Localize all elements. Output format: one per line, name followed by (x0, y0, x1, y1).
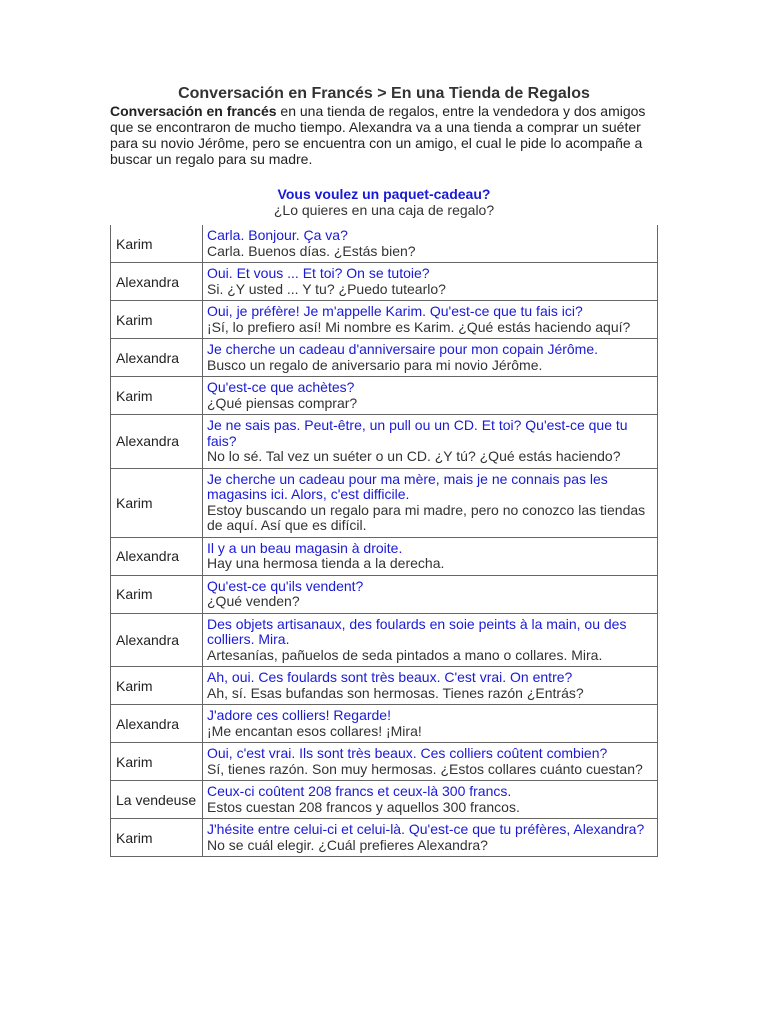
speaker-name: Karim (111, 468, 203, 537)
dialogue-row (111, 667, 658, 705)
spanish-line: ¡Me encantan esos collares! ¡Mira! (207, 722, 422, 739)
dialogue-line (203, 415, 658, 469)
french-line: Oui. Et vous ... Et toi? On se tutoie? (207, 265, 430, 281)
document-header (110, 85, 658, 218)
french-line: Oui, c'est vrai. Ils sont très beaux. Ces colliers coûtent combien? (207, 745, 608, 761)
spanish-line: Estos cuestan 208 francos y aquellos 300 francos. (207, 798, 520, 815)
dialogue-row (111, 781, 658, 819)
dialogue-line (203, 339, 658, 377)
dialogue-line (203, 819, 658, 857)
french-line: Des objets artisanaux, des foulards en soie peints à la main, ou des colliers. Mira. (207, 615, 627, 647)
speaker-name: Alexandra (111, 263, 203, 301)
dialogue-row (111, 468, 658, 537)
speaker-name: Karim (111, 301, 203, 339)
speaker-name: Karim (111, 225, 203, 263)
french-line: Qu'est-ce qu'ils vendent? (207, 577, 364, 594)
page-title: Conversación en Francés > En una Tienda de Regalos (178, 85, 590, 102)
speaker-name: Karim (111, 377, 203, 415)
dialogue-line (203, 263, 658, 301)
spanish-line: Artesanías, pañuelos de seda pintados a mano o collares. Mira. (207, 646, 603, 663)
speaker-name: Alexandra (111, 537, 203, 575)
intro-bold: Conversación en francés (110, 103, 277, 119)
dialogue-line (203, 301, 658, 339)
speaker-name: Karim (111, 743, 203, 781)
dialogue-line (203, 377, 658, 415)
french-line: Il y a un beau magasin à droite. (207, 539, 403, 556)
dialogue-row (111, 225, 658, 263)
dialogue-line (203, 575, 658, 613)
dialogue-line (203, 667, 658, 705)
speaker-name: Karim (111, 819, 203, 857)
dialogue-row (111, 377, 658, 415)
spanish-line: Sí, tienes razón. Son muy hermosas. ¿Estos collares cuánto cuestan? (207, 760, 643, 777)
dialogue-line (203, 781, 658, 819)
dialogue-subtitle (110, 186, 658, 218)
dialogue-line (203, 613, 658, 667)
dialogue-row (111, 575, 658, 613)
french-line: Je ne sais pas. Peut-être, un pull ou un CD. Et toi? Qu'est-ce que tu fais? (207, 417, 628, 449)
spanish-line: Si. ¿Y usted ... Y tu? ¿Puedo tutearlo? (207, 280, 446, 297)
french-line: Oui, je préfère! Je m'appelle Karim. Qu'est-ce que tu fais ici? (207, 303, 583, 319)
spanish-line: No se cuál elegir. ¿Cuál prefieres Alexandra? (207, 836, 488, 853)
dialogue-row (111, 339, 658, 377)
speaker-name: La vendeuse (111, 781, 203, 819)
dialogue-row (111, 705, 658, 743)
dialogue-line (203, 705, 658, 743)
spanish-line: Ah, sí. Esas bufandas son hermosas. Tienes razón ¿Entrás? (207, 684, 584, 701)
dialogue-row (111, 415, 658, 469)
speaker-name: Karim (111, 575, 203, 613)
french-line: Carla. Bonjour. Ça va? (207, 227, 348, 243)
intro-text: en una tienda de regalos, entre la vendedora y dos amigos que se encontraron de mucho tiempo. Alexandra va a una tienda a comprar un suéter para su novio Jérôme, pero se encuentra con un amigo, el cual le pide lo acompañe a buscar un regalo para su madre. (110, 103, 646, 167)
spanish-line: No lo sé. Tal vez un suéter o un CD. ¿Y tú? ¿Qué estás haciendo? (207, 448, 621, 464)
speaker-name: Alexandra (111, 705, 203, 743)
french-line: Je cherche un cadeau pour ma mère, mais je ne connais pas les magasins ici. Alors, c'est difficile. (207, 470, 608, 502)
spanish-line: Estoy buscando un regalo para mi madre, pero no conozco las tiendas de aquí. Así que es difícil. (207, 501, 646, 533)
french-line: Ceux-ci coûtent 208 francs et ceux-là 300 francs. (207, 783, 512, 799)
spanish-line: ¿Qué venden? (207, 593, 300, 609)
spanish-line: Hay una hermosa tienda a la derecha. (207, 555, 445, 571)
dialogue-row (111, 613, 658, 667)
dialogue-line (203, 537, 658, 575)
french-line: Je cherche un cadeau d'anniversaire pour mon copain Jérôme. (207, 341, 599, 357)
spanish-line: ¡Sí, lo prefiero así! Mi nombre es Karim. ¿Qué estás haciendo aquí? (207, 318, 631, 335)
spanish-line: ¿Qué piensas comprar? (207, 394, 358, 411)
dialogue-line (203, 743, 658, 781)
subtitle-spanish: ¿Lo quieres en una caja de regalo? (273, 202, 495, 218)
dialogue-line (203, 225, 658, 263)
intro-paragraph (110, 103, 658, 167)
spanish-line: Busco un regalo de aniversario para mi novio Jérôme. (207, 356, 543, 373)
spanish-line: Carla. Buenos días. ¿Estás bien? (207, 242, 416, 259)
speaker-name: Alexandra (111, 415, 203, 469)
french-line: J'hésite entre celui-ci et celui-là. Qu'est-ce que tu préfères, Alexandra? (207, 821, 645, 837)
dialogue-table (110, 225, 658, 857)
dialogue-row (111, 263, 658, 301)
speaker-name: Karim (111, 667, 203, 705)
speaker-name: Alexandra (111, 339, 203, 377)
dialogue-line (203, 468, 658, 537)
dialogue-row (111, 819, 658, 857)
french-line: Qu'est-ce que achètes? (207, 379, 355, 395)
subtitle-french: Vous voulez un paquet-cadeau? (277, 186, 491, 202)
dialogue-row (111, 743, 658, 781)
speaker-name: Alexandra (111, 613, 203, 667)
french-line: J'adore ces colliers! Regarde! (207, 707, 391, 723)
dialogue-row (111, 301, 658, 339)
french-line: Ah, oui. Ces foulards sont très beaux. C'est vrai. On entre? (207, 669, 573, 685)
dialogue-row (111, 537, 658, 575)
